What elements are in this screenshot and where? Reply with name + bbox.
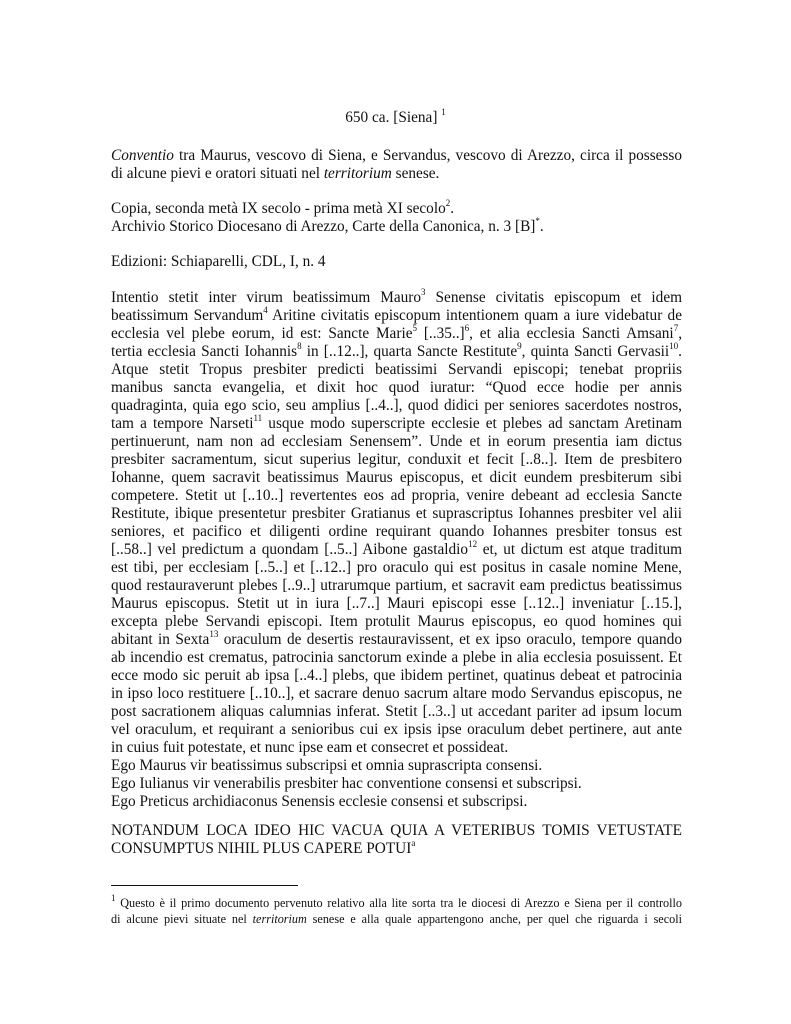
notandum-line: NOTANDUM LOCA IDEO HIC VACUA QUIA A VETERIBUS TOMIS VETUSTATE (111, 822, 682, 839)
conventio-summary (111, 147, 682, 183)
footnote-ref: 13 (209, 628, 219, 639)
footnote-ref: a (411, 837, 416, 848)
conventio-text: senese. (391, 165, 440, 182)
body-line: Maurus episcopus. Stetit ut in iura [..7..] Mauri episcopi esse [..12..] inveniatur [..15.], (111, 595, 682, 612)
footnote-ref: 1 (441, 106, 446, 117)
body-text: tertia ecclesia Sancti Iohannis (111, 343, 298, 360)
body-line: quadraginta, quia ego scio, seu amplius [..4..], quod didici per seniores sacerdotes nostros, (111, 397, 682, 414)
body-line: excepta plebe Servandi episcopi. Item protulit Maurus episcopus, eo quod homines qui (111, 613, 682, 630)
punct: . (539, 218, 544, 235)
footnote-ref: 3 (421, 286, 426, 297)
archive-line: Archivio Storico Diocesano di Arezzo, Carte della Canonica, n. 3 [B] (111, 218, 536, 235)
footnote-ref: 11 (253, 412, 263, 423)
footnote (111, 892, 682, 927)
footnote-ref: 10 (669, 340, 679, 351)
conventio-text: di alcune pievi e oratori situati nel (111, 165, 324, 182)
footnote-ref: 6 (464, 322, 470, 333)
document-body (111, 286, 683, 811)
body-line: ab incendio est crematus, patrocinia sanctorum exinde a plebe in alia ecclesia posuissent. Et (111, 649, 682, 666)
body-line: ecce modo sic peruit ab ipsa [..4..] plebs, que ibidem pertinet, quatinus debeat et patrocinia (111, 667, 682, 684)
body-line: competere. Stetit ut [..10..] revertentes eos ad propria, venire debeant ad ecclesia Sancte (111, 487, 682, 504)
footnote-ref: * (535, 215, 540, 226)
body-text: abitant in Sexta (111, 631, 210, 648)
body-line: quod restauraverunt plebes [..9..] utrarumque partium, et sacravit eam predictus beatissimus (111, 577, 682, 594)
footnote-ref: 2 (445, 197, 451, 208)
body-text: . (678, 343, 682, 360)
body-text: [..35..] (416, 325, 465, 342)
conventio-word: Conventio (111, 147, 174, 164)
body-text: Aritine civitatis episcopum intentionem quam a iure videbatur de (267, 307, 682, 324)
footnote-text: Questo è il primo documento pervenuto relativo alla lite sorta tra le diocesi di Arezzo e Siena per il controllo (115, 896, 682, 910)
footnote-number: 1 (111, 892, 116, 903)
body-text: in [..12..], quarta Sancte Restitute (301, 343, 518, 360)
body-line: in cuius fuit potestate, et nunc ipse eam et consecret et possideat. (111, 739, 509, 756)
body-text: usque modo superscripte ecclesie et plebes ad sanctam Aretinam (262, 415, 682, 432)
territorium-word: territorium (252, 912, 307, 926)
notandum-line: CONSUMPTUS NIHIL PLUS CAPERE POTUI (111, 840, 412, 857)
document-title (0, 106, 791, 127)
footnote-ref: 8 (297, 340, 302, 351)
notandum-note (111, 822, 682, 858)
subscription-line: Ego Preticus archidiaconus Senensis ecclesie consensi et subscripsi. (111, 793, 528, 810)
title-text: 650 ca. [Siena] (345, 109, 438, 126)
copia-line: Copia, seconda metà IX secolo - prima metà XI secolo (111, 200, 446, 217)
body-text: , quinta Sancti Gervasii (521, 343, 670, 360)
footnote-ref: 5 (412, 322, 417, 333)
body-line: est tibi, per ecclesiam [..5..] et [..12..] pro oraculo qui est positus in casale nomine Mene, (111, 559, 682, 576)
footnote-ref: 9 (517, 340, 522, 351)
territorium-word: territorium (323, 165, 392, 182)
body-text: Senense civitatis episcopum et idem (425, 289, 683, 306)
body-text: ecclesia vel plebe eorum, id est: Sancte Marie (111, 325, 413, 342)
footnote-divider (111, 885, 298, 886)
body-text: et, ut dictum est atque traditum (477, 541, 682, 558)
body-line: manibus sancta evangelia, et dixit hoc quod iuratur: “Quod ecce hodie per annis (111, 379, 682, 396)
footnote-text: senese e alla quale appartengono anche, per quel che riguarda i secoli (306, 912, 682, 926)
subscription-line: Ego Iulianus vir venerabilis presbiter hac conventione consensi et subscripsi. (111, 775, 582, 792)
body-text: , (678, 325, 683, 342)
body-text: , et alia ecclesia Sancti Amsani (469, 325, 674, 342)
punct: . (450, 200, 455, 217)
body-line: post sacrationem aliquas calumnias inferat. Stetit [..3..] ut accedant pariter ad ipsum locum (111, 703, 682, 720)
body-text: oraculum de desertis restauravissent, et ex ipso oraculo, tempore quando (218, 631, 682, 648)
body-line: Restitute, ibique presentetur presbiter Gratianus et suprascriptus Iohannes presbiter vel alii (111, 505, 682, 522)
footnote-text: di alcune pievi situate nel (111, 912, 253, 926)
body-line: Iohanne, quem sacravit beatissimus Maurus episcopus, et dicit eundem presbiterum sibi (111, 469, 682, 486)
body-line: in ipso loco restituere [..10..], et sacrare denuo sacrum altare modo Servandus episcopus, ne (111, 685, 682, 702)
body-text: Intentio stetit inter virum beatissimum Mauro (111, 289, 422, 306)
body-line: pertinuerunt, nam non ad ecclesiam Senensem”. Unde et in eorum presentia iam dictus (111, 433, 682, 450)
edizioni-line: Edizioni: Schiaparelli, CDL, I, n. 4 (111, 253, 326, 270)
footnote-ref: 7 (673, 322, 679, 333)
body-text: tam a tempore Narseti (111, 415, 254, 432)
body-line: seniores, et pacifico et diligenti ordine requirant quando Iohannes presbiter tonsus est (111, 523, 682, 540)
body-line: Atque stetit Tropus presbiter predicti beatissimi Servandi episcopi; tenebat propriis (111, 361, 682, 378)
body-text: [..58..] vel predictum a quondam [..5..] Aibone gastaldio (111, 541, 469, 558)
body-line: presbiter sacramentum, sicut superius legitur, conduxit et fecit [..8..]. Item de presbitero (111, 451, 682, 468)
subscription-line: Ego Maurus vir beatissimus subscripsi et omnia suprascripta consensi. (111, 757, 543, 774)
footnote-ref: 12 (468, 538, 478, 549)
body-line: vel oraculum, et requirant a senioribus cui ex ipsis ipse oraculum debet pertinere, aut ante (111, 721, 682, 738)
body-text: beatissimum Servandum (111, 307, 264, 324)
copia-info (111, 197, 682, 236)
footnote-ref: 4 (263, 304, 268, 315)
conventio-text: tra Maurus, vescovo di Siena, e Servandus, vescovo di Arezzo, circa il possesso (173, 147, 682, 164)
